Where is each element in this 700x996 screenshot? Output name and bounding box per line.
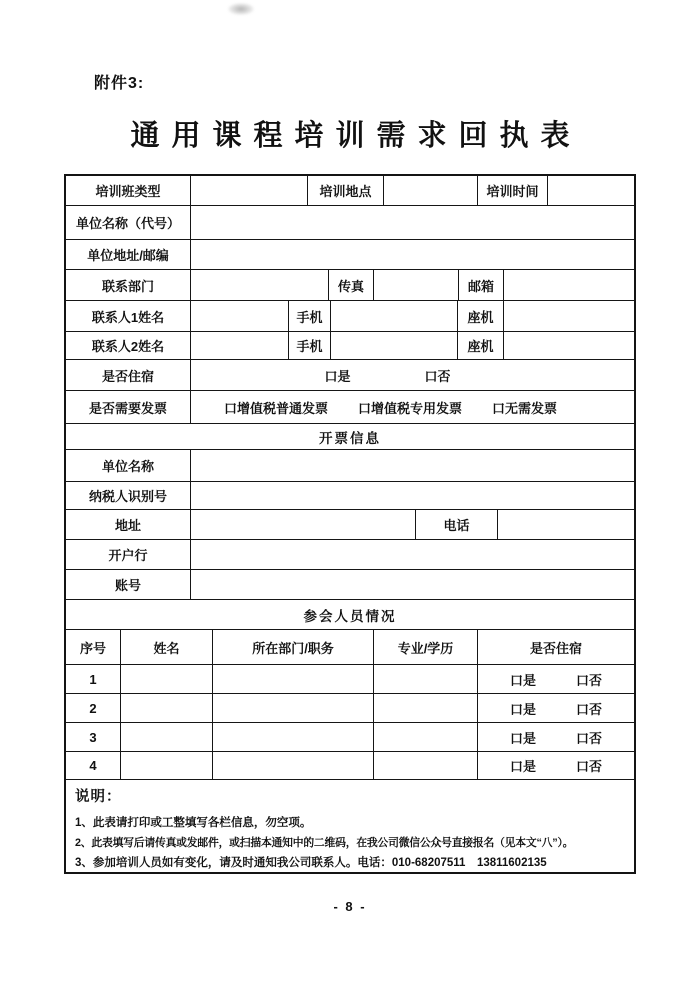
attendee-no: 1 — [66, 665, 121, 693]
checkbox-lodging-yes: 口是 — [324, 368, 351, 384]
row-lodging — [66, 360, 634, 391]
attendee-name-input — [121, 752, 213, 779]
label-org-name-code: 单位名称（代号） — [66, 206, 191, 239]
col-header-lodging: 是否住宿 — [529, 640, 582, 656]
row-contact1 — [66, 301, 634, 332]
label-contact1-landline: 座机 — [458, 301, 504, 331]
label-time: 培训时间 — [478, 176, 548, 205]
attendee-dept-input — [213, 752, 374, 779]
note-item-3: 3、参加培训人员如有变化，请及时通知我公司联系人。电话：010-68207511 13811602135 — [75, 857, 547, 869]
checkbox-lodging-no: 口否 — [424, 368, 451, 384]
note-item-1: 1、此表请打印或工整填写各栏信息，勿空项。 — [75, 817, 312, 829]
attendee-major-input — [374, 723, 478, 751]
label-email: 邮箱 — [459, 270, 504, 300]
label-org-address: 单位地址/邮编 — [66, 240, 191, 269]
label-contact2-mobile: 手机 — [289, 332, 331, 359]
attendee-row-3 — [66, 723, 634, 752]
row-contact2 — [66, 332, 634, 360]
row-taxpayer-id — [66, 482, 634, 510]
notes-section — [66, 780, 634, 872]
row-invoice-needed — [66, 391, 634, 424]
input-bank — [191, 540, 634, 569]
input-contact2-mobile — [331, 332, 458, 359]
attendee-name-input — [121, 694, 213, 722]
attachment-label: 附件3: — [94, 75, 145, 92]
input-contact-dept — [191, 270, 329, 300]
input-address — [191, 510, 416, 539]
label-class-type: 培训班类型 — [66, 176, 191, 205]
label-location: 培训地点 — [308, 176, 384, 205]
input-taxpayer-id — [191, 482, 634, 509]
label-contact-dept: 联系部门 — [66, 270, 191, 300]
input-contact1-name — [191, 301, 289, 331]
row-contact-dept — [66, 270, 634, 301]
training-request-form-table — [64, 174, 636, 874]
checkbox-attendee4-yes: 口是 — [509, 759, 536, 774]
row-org-name — [66, 206, 634, 240]
attendee-no: 3 — [66, 723, 121, 751]
label-lodging: 是否住宿 — [66, 360, 191, 390]
checkbox-attendee3-yes: 口是 — [509, 730, 536, 746]
input-class-type — [191, 176, 308, 205]
attendee-no: 4 — [66, 752, 121, 779]
input-contact2-name — [191, 332, 289, 359]
attendee-dept-input — [213, 723, 374, 751]
attendee-header-row — [66, 630, 634, 665]
input-org-name-code — [191, 206, 634, 239]
checkbox-invoice-special: 口增值税专用发票 — [357, 400, 462, 416]
label-fax: 传真 — [329, 270, 374, 300]
scan-artifact — [228, 3, 254, 15]
invoice-section-heading: 开票信息 — [319, 430, 381, 446]
input-contact1-mobile — [331, 301, 458, 331]
input-location — [384, 176, 478, 205]
attendee-row-4 — [66, 752, 634, 780]
label-address: 地址 — [66, 510, 191, 539]
row-org-address — [66, 240, 634, 270]
attendee-dept-input — [213, 665, 374, 693]
checkbox-attendee4-no: 口否 — [576, 759, 603, 774]
attendee-section-heading: 参会人员情况 — [303, 608, 397, 624]
label-contact2-landline: 座机 — [458, 332, 504, 359]
row-address — [66, 510, 634, 540]
attendee-major-input — [374, 665, 478, 693]
input-phone — [498, 510, 634, 539]
attendee-row-1 — [66, 665, 634, 694]
input-org-address — [191, 240, 634, 269]
notes-heading: 说明： — [75, 789, 122, 805]
attendee-dept-input — [213, 694, 374, 722]
col-header-name: 姓名 — [121, 630, 213, 664]
attendee-name-input — [121, 723, 213, 751]
label-invoice-org-name: 单位名称 — [66, 450, 191, 481]
invoice-options — [191, 391, 634, 423]
input-email — [504, 270, 634, 300]
attendee-no: 2 — [66, 694, 121, 722]
input-time — [548, 176, 634, 205]
row-invoice-section — [66, 424, 634, 450]
attendee-lodging-options — [478, 694, 634, 722]
attendee-row-2 — [66, 694, 634, 723]
row-bank — [66, 540, 634, 570]
input-invoice-org-name — [191, 450, 634, 481]
checkbox-invoice-general: 口增值税普通发票 — [223, 400, 328, 416]
label-contact1-name: 联系人1姓名 — [66, 301, 191, 331]
attendee-lodging-options — [478, 665, 634, 693]
checkbox-attendee3-no: 口否 — [576, 730, 603, 746]
input-contact2-landline — [504, 332, 634, 359]
attendee-major-input — [374, 752, 478, 779]
label-contact1-mobile: 手机 — [289, 301, 331, 331]
checkbox-attendee2-yes: 口是 — [509, 701, 536, 717]
label-phone: 电话 — [416, 510, 498, 539]
checkbox-attendee1-no: 口否 — [576, 672, 603, 688]
label-invoice-needed: 是否需要发票 — [66, 391, 191, 423]
input-fax — [374, 270, 459, 300]
attendee-lodging-options — [478, 752, 634, 779]
row-attendee-section — [66, 600, 634, 630]
checkbox-attendee2-no: 口否 — [576, 701, 603, 717]
page-number: - 8 - — [333, 899, 367, 914]
checkbox-attendee1-yes: 口是 — [509, 672, 536, 688]
page-title: 通用课程培训需求回执表 — [130, 120, 582, 152]
label-account: 账号 — [66, 570, 191, 599]
col-header-major: 专业/学历 — [374, 630, 478, 664]
row-class-type — [66, 176, 634, 206]
label-contact2-name: 联系人2姓名 — [66, 332, 191, 359]
row-account — [66, 570, 634, 600]
note-item-2: 2、此表填写后请传真或发邮件，或扫描本通知中的二维码，在我公司微信公众号直接报名（见本文“八”）。 — [75, 837, 574, 849]
checkbox-invoice-none: 口无需发票 — [492, 400, 558, 416]
attendee-major-input — [374, 694, 478, 722]
input-account — [191, 570, 634, 599]
col-header-no: 序号 — [66, 630, 121, 664]
label-bank: 开户行 — [66, 540, 191, 569]
attendee-lodging-options — [478, 723, 634, 751]
row-invoice-org-name — [66, 450, 634, 482]
lodging-options — [191, 360, 634, 390]
label-taxpayer-id: 纳税人识别号 — [66, 482, 191, 509]
attendee-name-input — [121, 665, 213, 693]
input-contact1-landline — [504, 301, 634, 331]
col-header-dept: 所在部门/职务 — [213, 630, 374, 664]
